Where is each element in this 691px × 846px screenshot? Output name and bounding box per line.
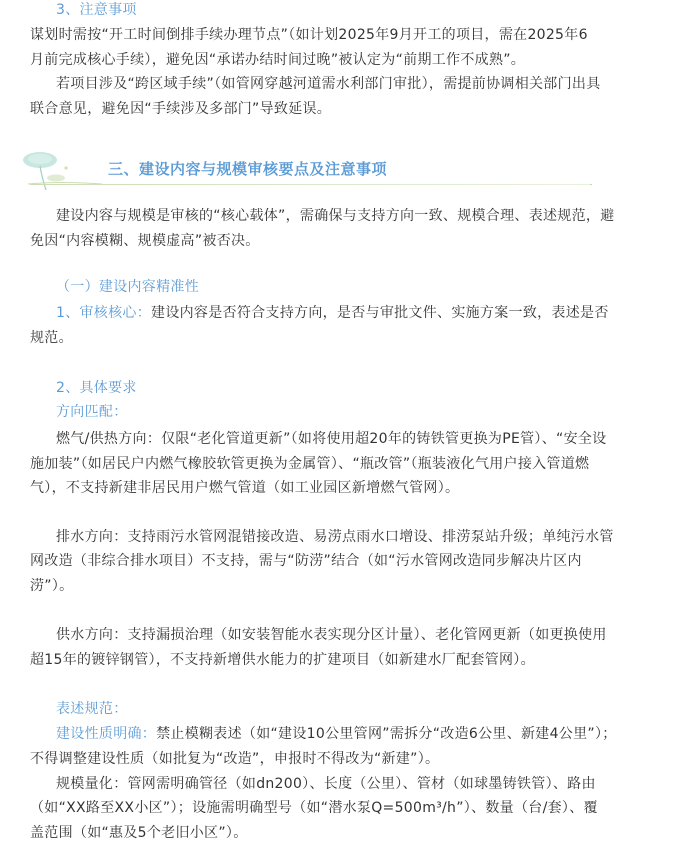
- gas-line-3: 气），不支持新建非居民用户燃气管道（如工业园区新增燃气管网）。: [30, 480, 460, 496]
- nature-text-1: 禁止模糊表述（如“建设10公里管网”需拆分“改造6公里、新建4公里”）；: [156, 726, 617, 742]
- lotus-leaf-icon: [20, 148, 102, 194]
- section-divider: [30, 184, 592, 185]
- subsection-title: （一）建设内容精准性: [56, 279, 199, 295]
- note-heading: 3、注意事项: [56, 2, 137, 18]
- note-paragraph-2-line-1: 若项目涉及“跨区域手续”（如管网穿越河道需水利部门审批），需提前协调相关部门出具: [56, 76, 601, 92]
- quant-line-2: （如“XX路至XX小区”）；设施需明确型号（如“潜水泵Q=500m³/h”）、数量（台/套）、覆: [30, 800, 598, 816]
- section-intro-line-1: 建设内容与规模是审核的“核心载体”，需确保与支持方向一致、规模合理、表述规范，避: [56, 208, 615, 224]
- requirements-heading: 2、具体要求: [56, 380, 137, 396]
- nature-line-1: [56, 722, 617, 746]
- core-label: 1、审核核心：: [56, 305, 152, 321]
- core-line-2: 规范。: [30, 330, 73, 346]
- quant-line-1: 规模量化：管网需明确管径（如dn200）、长度（公里）、管材（如球墨铸铁管）、路由: [56, 776, 596, 792]
- note-paragraph-2-line-2: 联合意见，避免因“手续涉及多部门”导致延误。: [30, 101, 332, 117]
- core-line-1: [56, 301, 609, 325]
- gas-line-1: 燃气/供热方向：仅限“老化管道更新”（如将使用超20年的铸铁管更换为PE管）、“安全设: [56, 431, 607, 447]
- drain-line-3: 涝”）。: [30, 578, 74, 594]
- drain-line-1: 排水方向：支持雨污水管网混错接改造、易涝点雨水口增设、排涝泵站升级；单纯污水管: [56, 529, 614, 545]
- nature-label: 建设性质明确：: [56, 726, 157, 742]
- nature-line-2: 不得调整建设性质（如批复为“改造”，申报时不得改为“新建”）。: [30, 751, 440, 767]
- water-line-1: 供水方向：支持漏损治理（如安装智能水表实现分区计量）、老化管网更新（如更换使用: [56, 627, 607, 643]
- direction-heading: 方向匹配：: [56, 404, 128, 420]
- note-paragraph-1-line-1: 谋划时需按“开工时间倒排手续办理节点”（如计划2025年9月开工的项目，需在2025年6: [30, 27, 588, 43]
- drain-line-2: 网改造（非综合排水项目）不支持，需与“防涝”结合（如“污水管网改造同步解决片区内: [30, 553, 582, 569]
- section-intro-line-2: 免因“内容模糊、规模虚高”被否决。: [30, 233, 260, 249]
- quant-line-3: 盖范围（如“惠及5个老旧小区”）。: [30, 825, 248, 841]
- gas-line-2: 施加装”（如居民户内燃气橡胶软管更换为金属管）、“瓶改管”（瓶装液化气用户接入管道燃: [30, 456, 590, 472]
- water-line-2: 超15年的镀锌钢管），不支持新增供水能力的扩建项目（如新建水厂配套管网）。: [30, 652, 535, 668]
- core-text-1: 建设内容是否符合支持方向，是否与审批文件、实施方案一致，表述是否: [151, 305, 609, 321]
- expression-heading: 表述规范：: [56, 701, 128, 717]
- section-title: 三、建设内容与规模审核要点及注意事项: [108, 160, 388, 178]
- note-paragraph-1-line-2: 月前完成核心手续），避免因“承诺办结时间过晚”被认定为“前期工作不成熟”。: [30, 52, 526, 68]
